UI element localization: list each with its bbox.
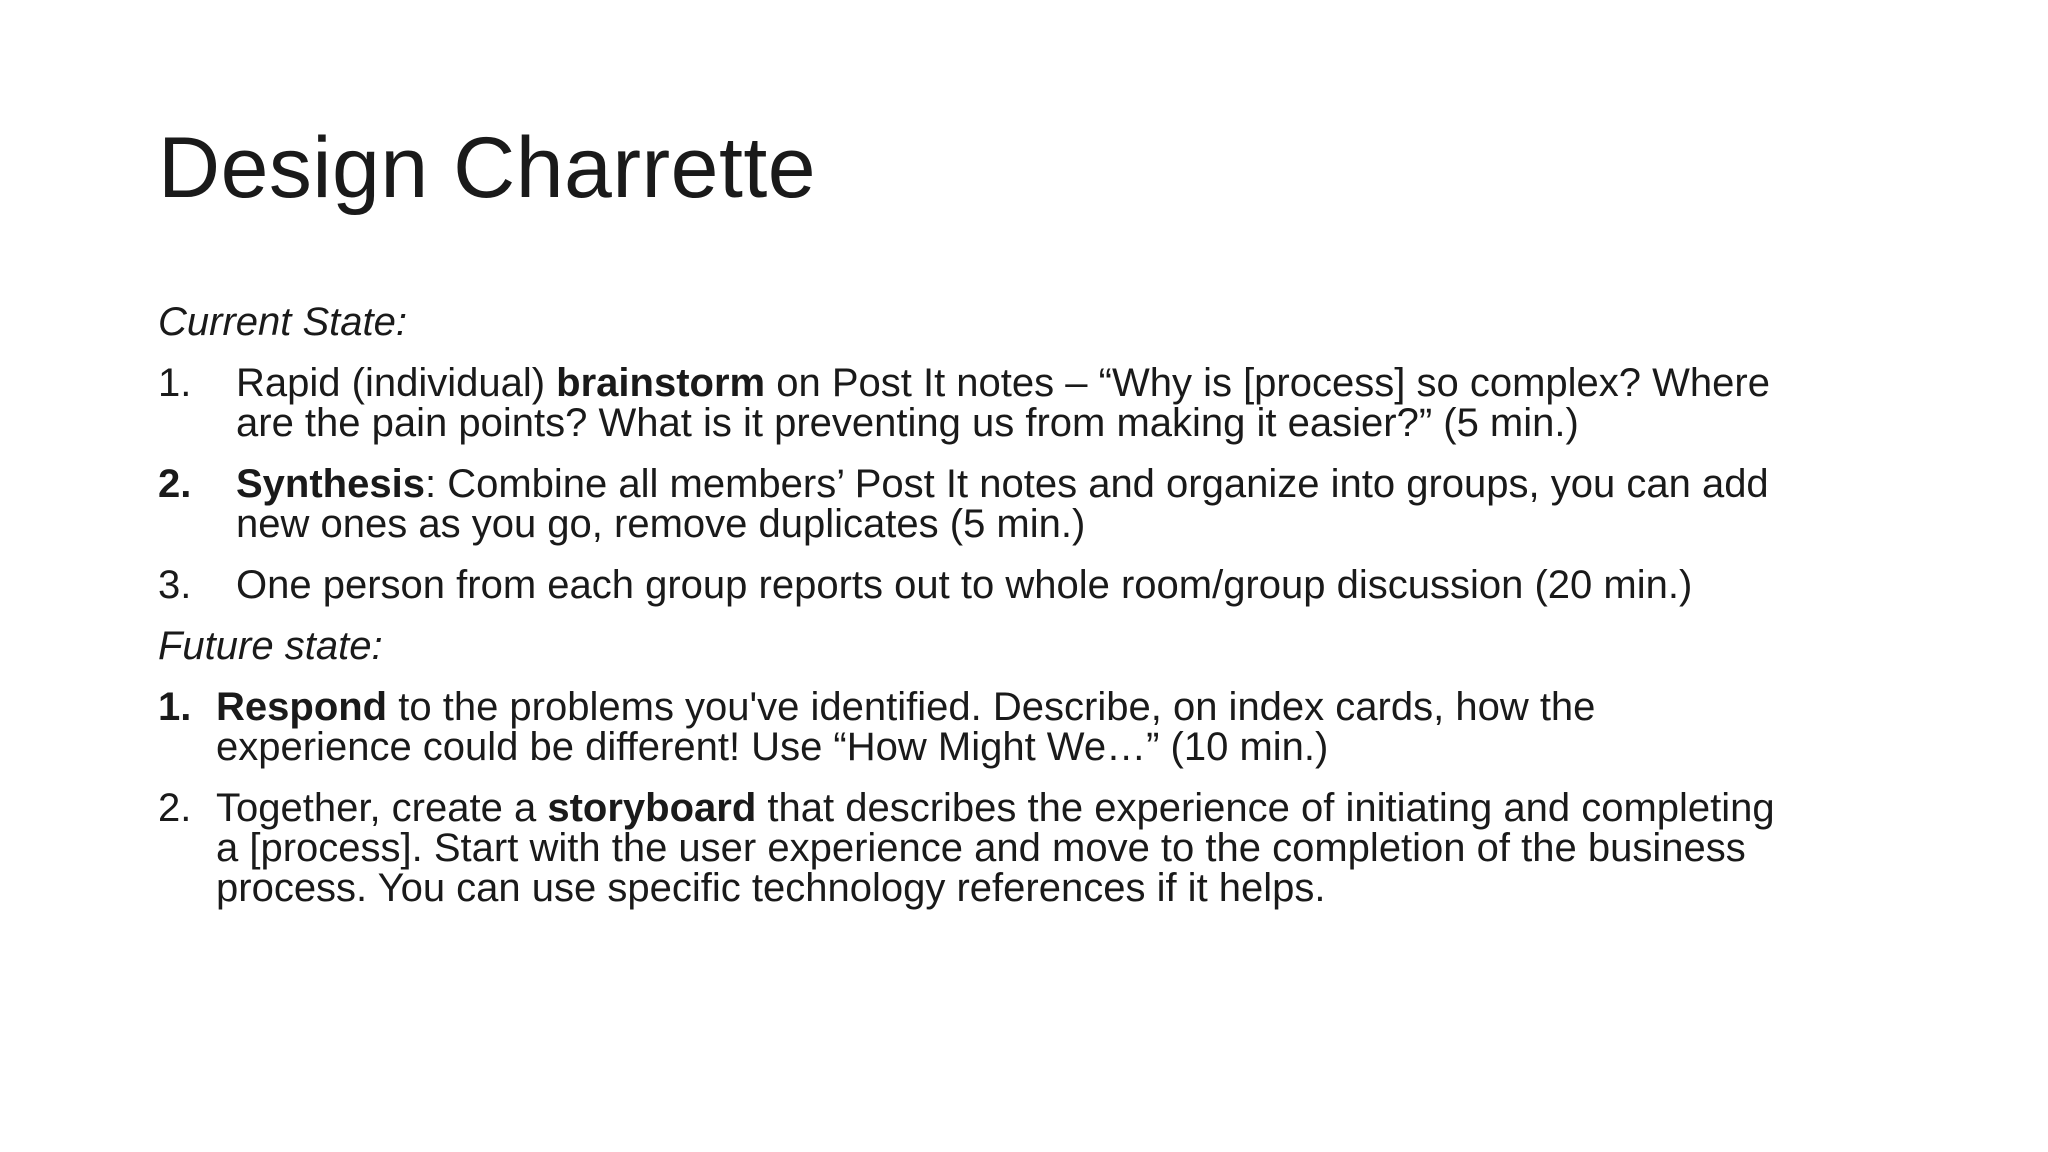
item-number: 2. xyxy=(158,786,192,830)
text-run: on Post It notes – “Why is [process] so complex? Where xyxy=(765,361,1770,405)
text-line xyxy=(236,403,1918,443)
text-line xyxy=(236,363,1918,403)
future-state-list xyxy=(158,687,1918,908)
current-state-label: Current State: xyxy=(158,300,408,344)
item-number: 3. xyxy=(158,563,192,607)
item-number: 2. xyxy=(158,462,192,506)
text-run: : Combine all members’ Post It notes and organize into groups, you can add xyxy=(424,462,1769,506)
text-line xyxy=(216,828,1918,868)
slide-title: Design Charrette xyxy=(158,120,817,216)
text-run: that describes the experience of initiating and completing xyxy=(756,786,1775,830)
list-item xyxy=(158,464,1918,544)
text-run: new ones as you go, remove duplicates (5 min.) xyxy=(236,502,1086,546)
text-run: One person from each group reports out to whole room/group discussion (20 min.) xyxy=(236,563,1693,607)
text-run: Rapid (individual) xyxy=(236,361,557,405)
text-line xyxy=(236,565,1918,605)
item-number: 1. xyxy=(158,685,192,729)
item-text xyxy=(236,363,1918,443)
item-text xyxy=(216,687,1918,767)
list-item xyxy=(158,363,1918,443)
text-line xyxy=(216,788,1918,828)
future-state-label: Future state: xyxy=(158,624,383,668)
item-number: 1. xyxy=(158,361,192,405)
text-run: to the problems you've identified. Describe, on index cards, how the xyxy=(387,685,1596,729)
text-run: a [process]. Start with the user experience and move to the completion of the business xyxy=(216,826,1746,870)
current-state-list xyxy=(158,363,1918,605)
text-line xyxy=(216,868,1918,908)
list-item xyxy=(158,565,1918,605)
text-run: process. You can use specific technology references if it helps. xyxy=(216,866,1326,910)
text-run: are the pain points? What is it preventing us from making it easier?” (5 min.) xyxy=(236,401,1579,445)
emphasis-synthesis: Synthesis xyxy=(236,462,425,506)
text-line xyxy=(236,464,1918,504)
list-item xyxy=(158,687,1918,767)
item-text xyxy=(236,565,1918,605)
text-line xyxy=(236,504,1918,544)
item-text xyxy=(236,464,1918,544)
emphasis-storyboard: storyboard xyxy=(547,786,757,830)
text-run: experience could be different! Use “How Might We…” (10 min.) xyxy=(216,725,1329,769)
list-item xyxy=(158,788,1918,908)
item-text xyxy=(216,788,1918,908)
text-line xyxy=(216,687,1918,727)
text-line xyxy=(216,727,1918,767)
emphasis-respond: Respond xyxy=(216,685,388,729)
emphasis-brainstorm: brainstorm xyxy=(556,361,766,405)
slide-body xyxy=(158,302,1918,929)
text-run: Together, create a xyxy=(216,786,548,830)
